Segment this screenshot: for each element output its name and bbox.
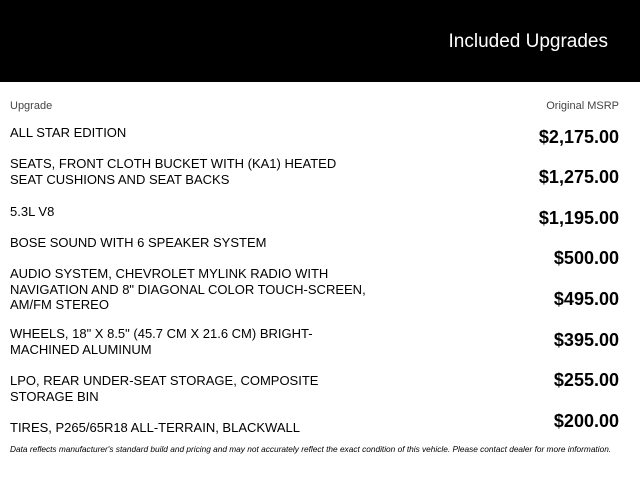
msrp-column-header: Original MSRP [546, 100, 619, 112]
upgrade-price: $500.00 [553, 248, 619, 268]
upgrade-price: $2,175.00 [538, 127, 619, 147]
disclaimer-text: Data reflects manufacturer's standard build and pricing and may not accurately reflect the exact condition of this vehicle. Please contact dealer for more information. [10, 444, 612, 454]
upgrade-label: BOSE SOUND WITH 6 SPEAKER SYSTEM [10, 235, 267, 250]
upgrade-label: LPO, REAR UNDER-SEAT STORAGE, COMPOSITE STORAGE BIN [10, 373, 319, 404]
upgrade-label: TIRES, P265/65R18 ALL-TERRAIN, BLACKWALL [10, 420, 300, 435]
upgrade-price: $1,195.00 [538, 208, 619, 228]
page-title: Included Upgrades [448, 31, 608, 52]
upgrade-price: $255.00 [553, 370, 619, 390]
upgrade-column-header: Upgrade [10, 100, 53, 112]
upgrade-price: $395.00 [553, 330, 619, 350]
upgrade-label: ALL STAR EDITION [10, 125, 127, 140]
upgrade-label: SEATS, FRONT CLOTH BUCKET WITH (KA1) HEATED SEAT CUSHIONS AND SEAT BACKS [10, 156, 337, 187]
upgrade-label: WHEELS, 18" X 8.5" (45.7 CM X 21.6 CM) BRIGHT-MACHINED ALUMINUM [10, 326, 313, 357]
upgrade-label: AUDIO SYSTEM, CHEVROLET MYLINK RADIO WITH NAVIGATION AND 8" DIAGONAL COLOR TOUCH-SCREEN, AM/FM STEREO [10, 266, 366, 312]
upgrade-price: $1,275.00 [538, 167, 619, 187]
upgrade-label: 5.3L V8 [10, 204, 55, 219]
header-bar [0, 0, 640, 82]
upgrade-price: $200.00 [553, 411, 619, 431]
upgrade-price: $495.00 [553, 289, 619, 309]
